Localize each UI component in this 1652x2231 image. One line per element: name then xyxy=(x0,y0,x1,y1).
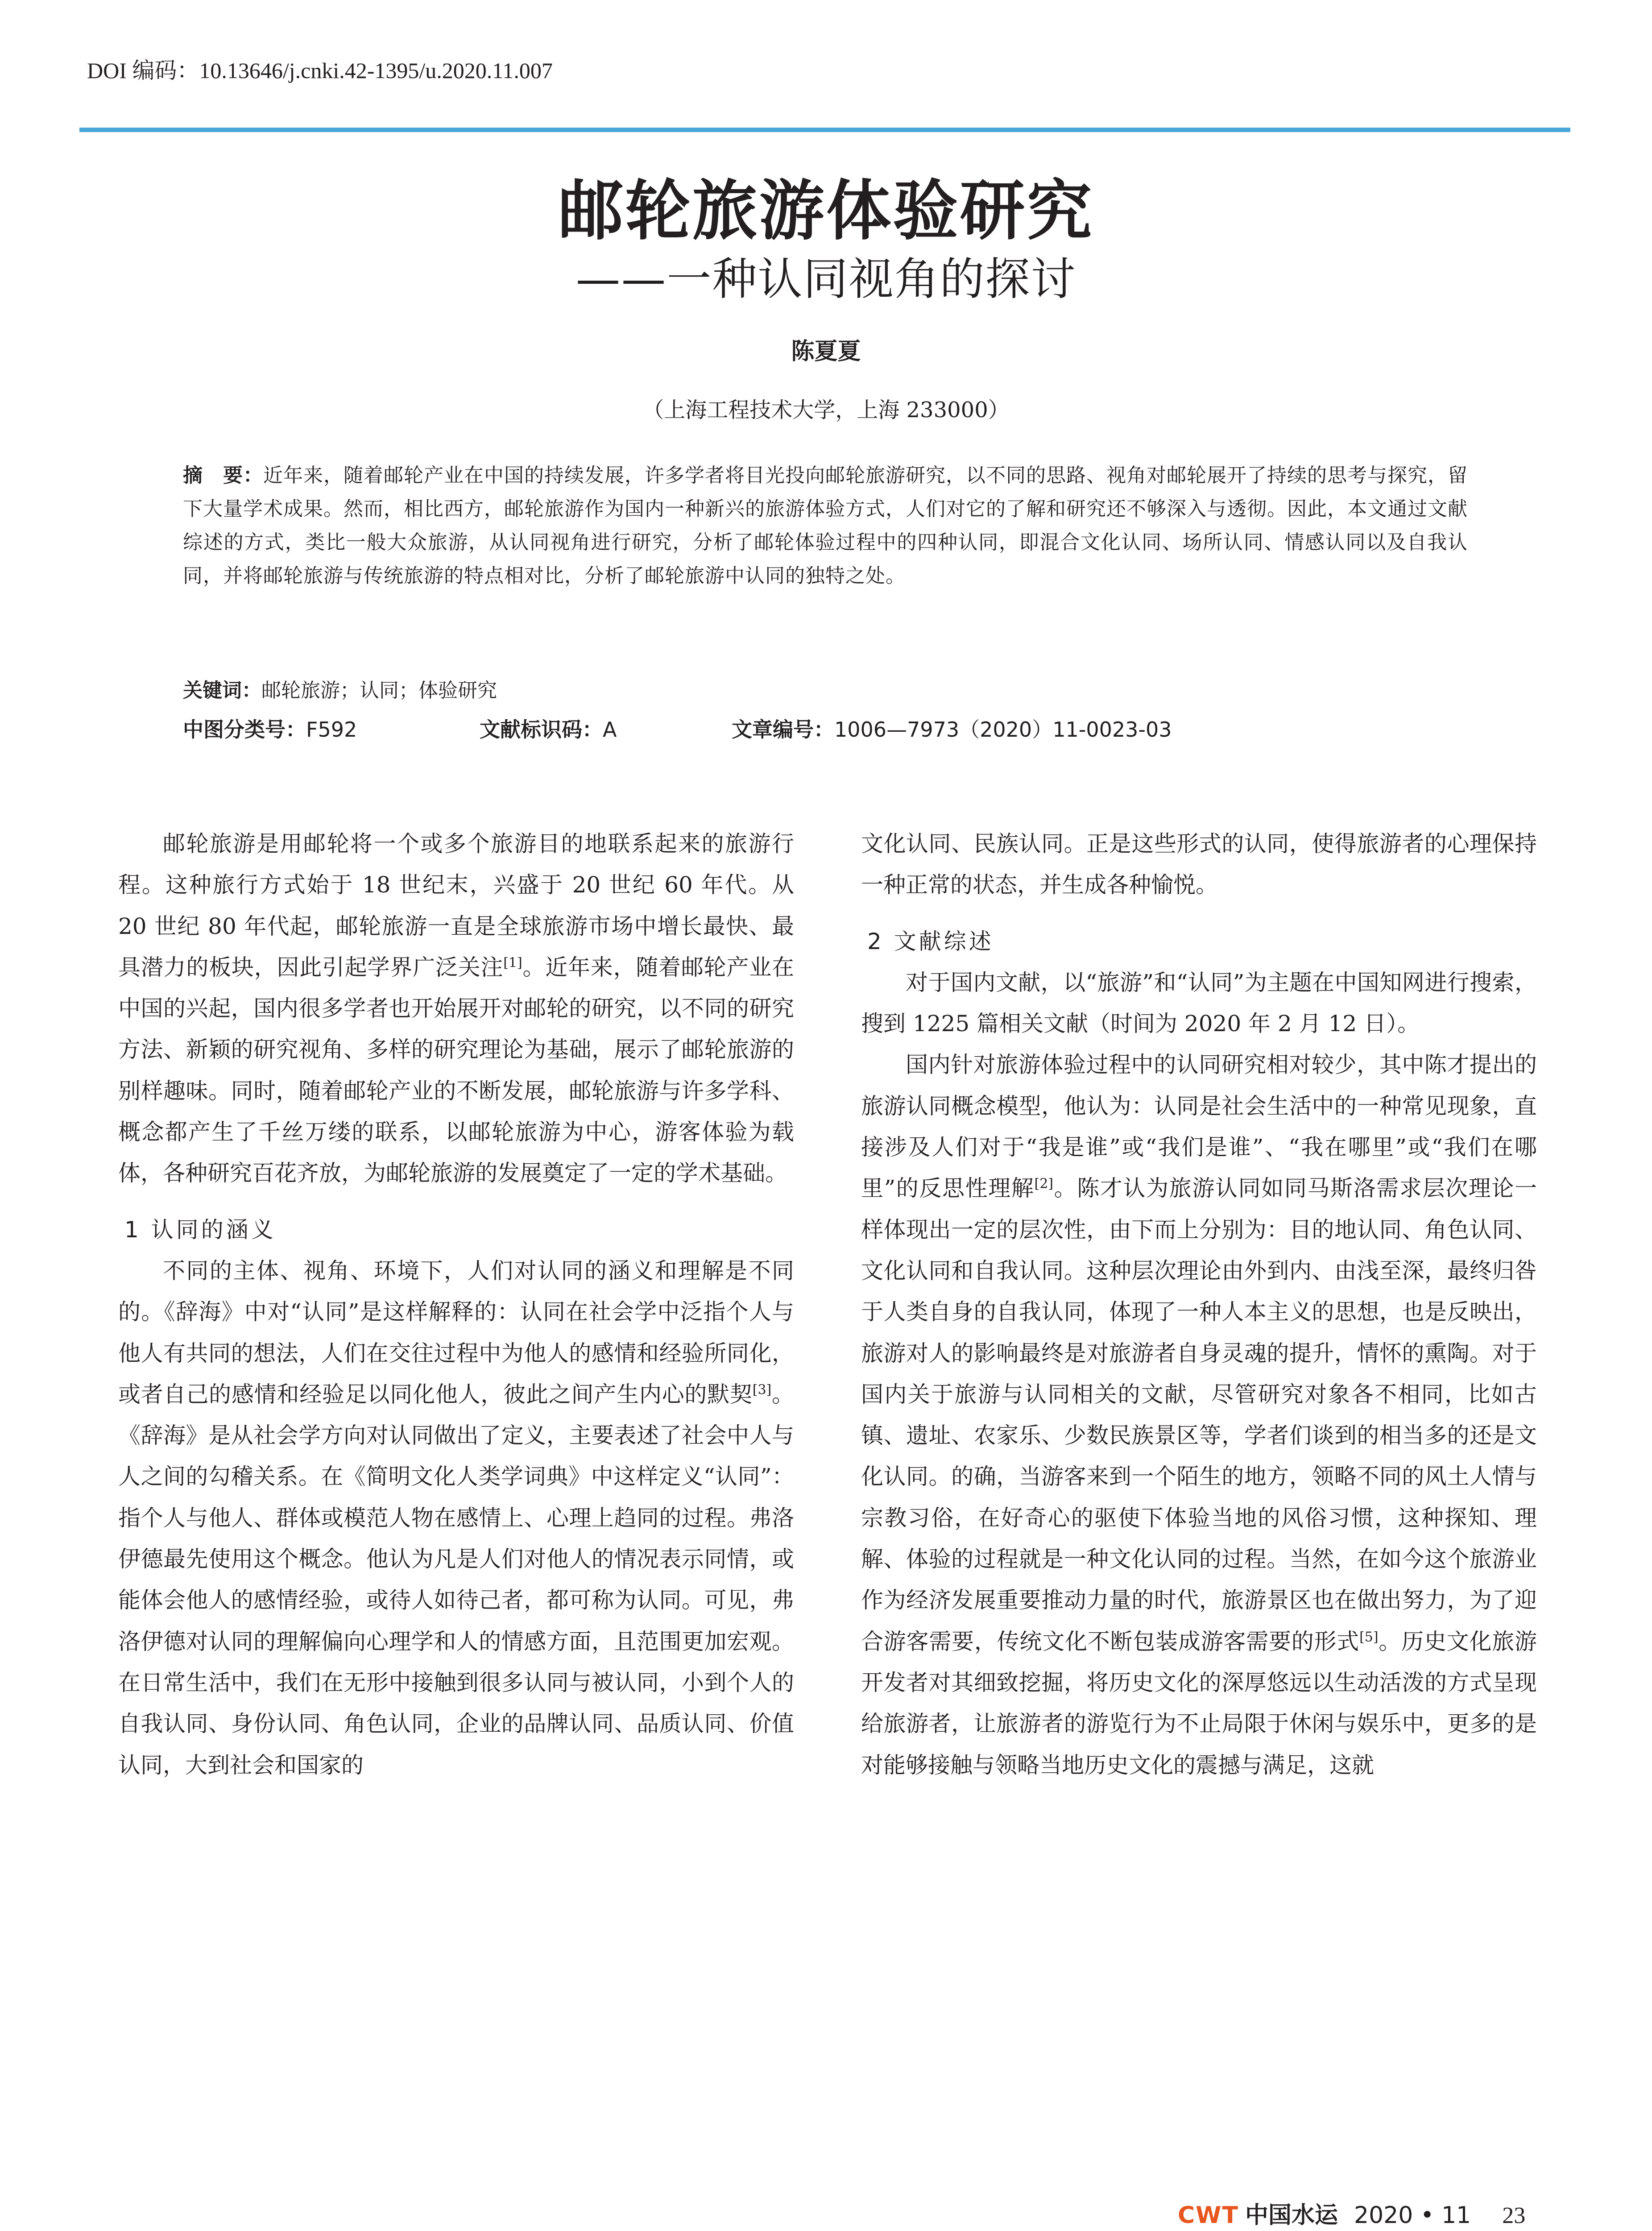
body-column-left xyxy=(118,823,794,1786)
doc-code-value: A xyxy=(603,717,617,742)
citation-ref: [3] xyxy=(752,1382,772,1398)
citation-ref: [1] xyxy=(503,955,522,971)
body-column-right xyxy=(861,823,1537,1786)
abstract xyxy=(183,459,1468,593)
section-2-paragraph-2: 国内针对旅游体验过程中的认同研究相对较少，其中陈才提出的旅游认同概念模型，他认为：认同是社会生活中的一种常见现象，直接涉及人们对于“我是谁”或“我们是谁”、“我在哪里”或“我们在哪里”的反思性理解[2]。陈才认为旅游认同如同马斯洛需求层次理论一样体现出一定的层次性，由下而上分别为：目的地认同、角色认同、文化认同和自我认同。这种层次理论由外到内、由浅至深，最终归咎于人类自身的自我认同，体现了一种人本主义的思想，也是反映出，旅游对人的影响最终是对旅游者自身灵魂的提升，情怀的熏陶。对于国内关于旅游与认同相关的文献，尽管研究对象各不相同，比如古镇、遗址、农家乐、少数民族景区等，学者们谈到的相当多的还是文化认同。的确，当游客来到一个陌生的地方，领略不同的风土人情与宗教习俗，在好奇心的驱使下体验当地的风俗习惯，这种探知、理解、体验的过程就是一种文化认同的过程。当然，在如今这个旅游业作为经济发展重要推动力量的时代，旅游景区也在做出努力，为了迎合游客需要，传统文化不断包装成游客需要的形式[5]。历史文化旅游开发者对其细致挖掘，将历史文化的深厚悠远以生动活泼的方式呈现给旅游者，让旅游者的游览行为不止局限于休闲与娱乐中，更多的是对能够接触与领略当地历史文化的震撼与满足，这就 xyxy=(861,1052,1537,1778)
section-1-paragraph: 不同的主体、视角、环境下，人们对认同的涵义和理解是不同的。《辞海》中对“认同”是这样解释的：认同在社会学中泛指个人与他人有共同的想法，人们在交往过程中为他人的感情和经验所同化，或者自己的感情和经验足以同化他人，彼此之间产生内心的默契[3]。《辞海》是从社会学方向对认同做出了定义，主要表述了社会中人与人之间的勾稽关系。在《简明文化人类学词典》中这样定义“认同”：指个人与他人、群体或模范人物在感情上、心理上趋同的过程。弗洛伊德最先使用这个概念。他认为凡是人们对他人的情况表示同情，或能体会他人的感情经验，或待人如待己者，都可称为认同。可见，弗洛伊德对认同的理解偏向心理学和人的情感方面，且范围更加宏观。在日常生活中，我们在无形中接触到很多认同与被认同，小到个人的自我认同、身份认同、角色认同，企业的品牌认同、品质认同、价值认同，大到社会和国家的 xyxy=(118,1257,795,1778)
citation-ref: [2] xyxy=(1034,1176,1054,1192)
clc-value: F592 xyxy=(306,717,357,742)
intro-paragraph: 邮轮旅游是用邮轮将一个或多个旅游目的地联系起来的旅游行程。这种旅行方式始于 18 世纪末，兴盛于 20 世纪 60 年代。从 20 世纪 80 年代起，邮轮旅游一直是全球旅游市场中增长最快、最具潜力的板块，因此引起学界广泛关注[1]。近年来，随着邮轮产业在中国的兴起，国内很多学者也开始展开对邮轮的研究，以不同的研究方法、新颖的研究视角、多样的研究理论为基础，展示了邮轮旅游的别样趣味。同时，随着邮轮产业的不断发展，邮轮旅游与许多学科、概念都产生了千丝万缕的联系，以邮轮旅游为中心，游客体验为载体，各种研究百花齐放，为邮轮旅游的发展奠定了一定的学术基础。 xyxy=(118,831,795,1186)
magazine-name: 中国水运 xyxy=(1245,2202,1338,2229)
article-title: 邮轮旅游体验研究 xyxy=(558,173,1094,249)
keywords-label: 关键词： xyxy=(183,679,261,702)
article-no-value: 1006—7973（2020）11-0023-03 xyxy=(834,717,1172,742)
section-1-continuation: 文化认同、民族认同。正是这些形式的认同，使得旅游者的心理保持一种正常的状态，并生成各种愉悦。 xyxy=(861,831,1537,898)
author-affiliation: （上海工程技术大学，上海 233000） xyxy=(642,398,1010,423)
doc-code-field xyxy=(480,713,617,746)
section-2-heading: 2 文献综述 xyxy=(867,928,994,954)
abstract-label: 摘 要： xyxy=(183,464,263,487)
page-number: 23 xyxy=(1502,2203,1526,2228)
header-rule xyxy=(79,128,1570,132)
article-subtitle: ——一种认同视角的探讨 xyxy=(576,253,1076,305)
keywords xyxy=(183,674,497,707)
clc-label: 中图分类号： xyxy=(183,717,306,742)
citation-ref: [5] xyxy=(1359,1629,1379,1645)
abstract-text: 近年来，随着邮轮产业在中国的持续发展，许多学者将目光投向邮轮旅游研究，以不同的思路、视角对邮轮展开了持续的思考与探究，留下大量学术成果。然而，相比西方，邮轮旅游作为国内一种新兴的旅游体验方式，人们对它的了解和研究还不够深入与透彻。因此，本文通过文献综述的方式，类比一般大众旅游，从认同视角进行研究，分析了邮轮体验过程中的四种认同，即混合文化认同、场所认同、情感认同以及自我认同，并将邮轮旅游与传统旅游的特点相对比，分析了邮轮旅游中认同的独特之处。 xyxy=(183,464,1468,587)
cwt-logo: CWT xyxy=(1178,2202,1239,2229)
clc-field xyxy=(183,713,357,746)
doc-code-label: 文献标识码： xyxy=(480,717,603,742)
section-2-paragraph-1: 对于国内文献，以“旅游”和“认同”为主题在中国知网进行搜索，搜到 1225 篇相关文献（时间为 2020 年 2 月 12 日）。 xyxy=(861,969,1537,1037)
issue-number: 2020 • 11 xyxy=(1354,2202,1471,2229)
keywords-text: 邮轮旅游；认同；体验研究 xyxy=(261,679,497,702)
article-no-field xyxy=(732,713,1172,746)
page-footer xyxy=(1178,2196,1525,2230)
article-no-label: 文章编号： xyxy=(732,717,834,742)
author-name: 陈夏夏 xyxy=(791,338,861,365)
section-1-heading: 1 认同的涵义 xyxy=(124,1216,276,1243)
doi-line: DOI 编码：10.13646/j.cnki.42-1395/u.2020.11.007 xyxy=(87,58,553,83)
